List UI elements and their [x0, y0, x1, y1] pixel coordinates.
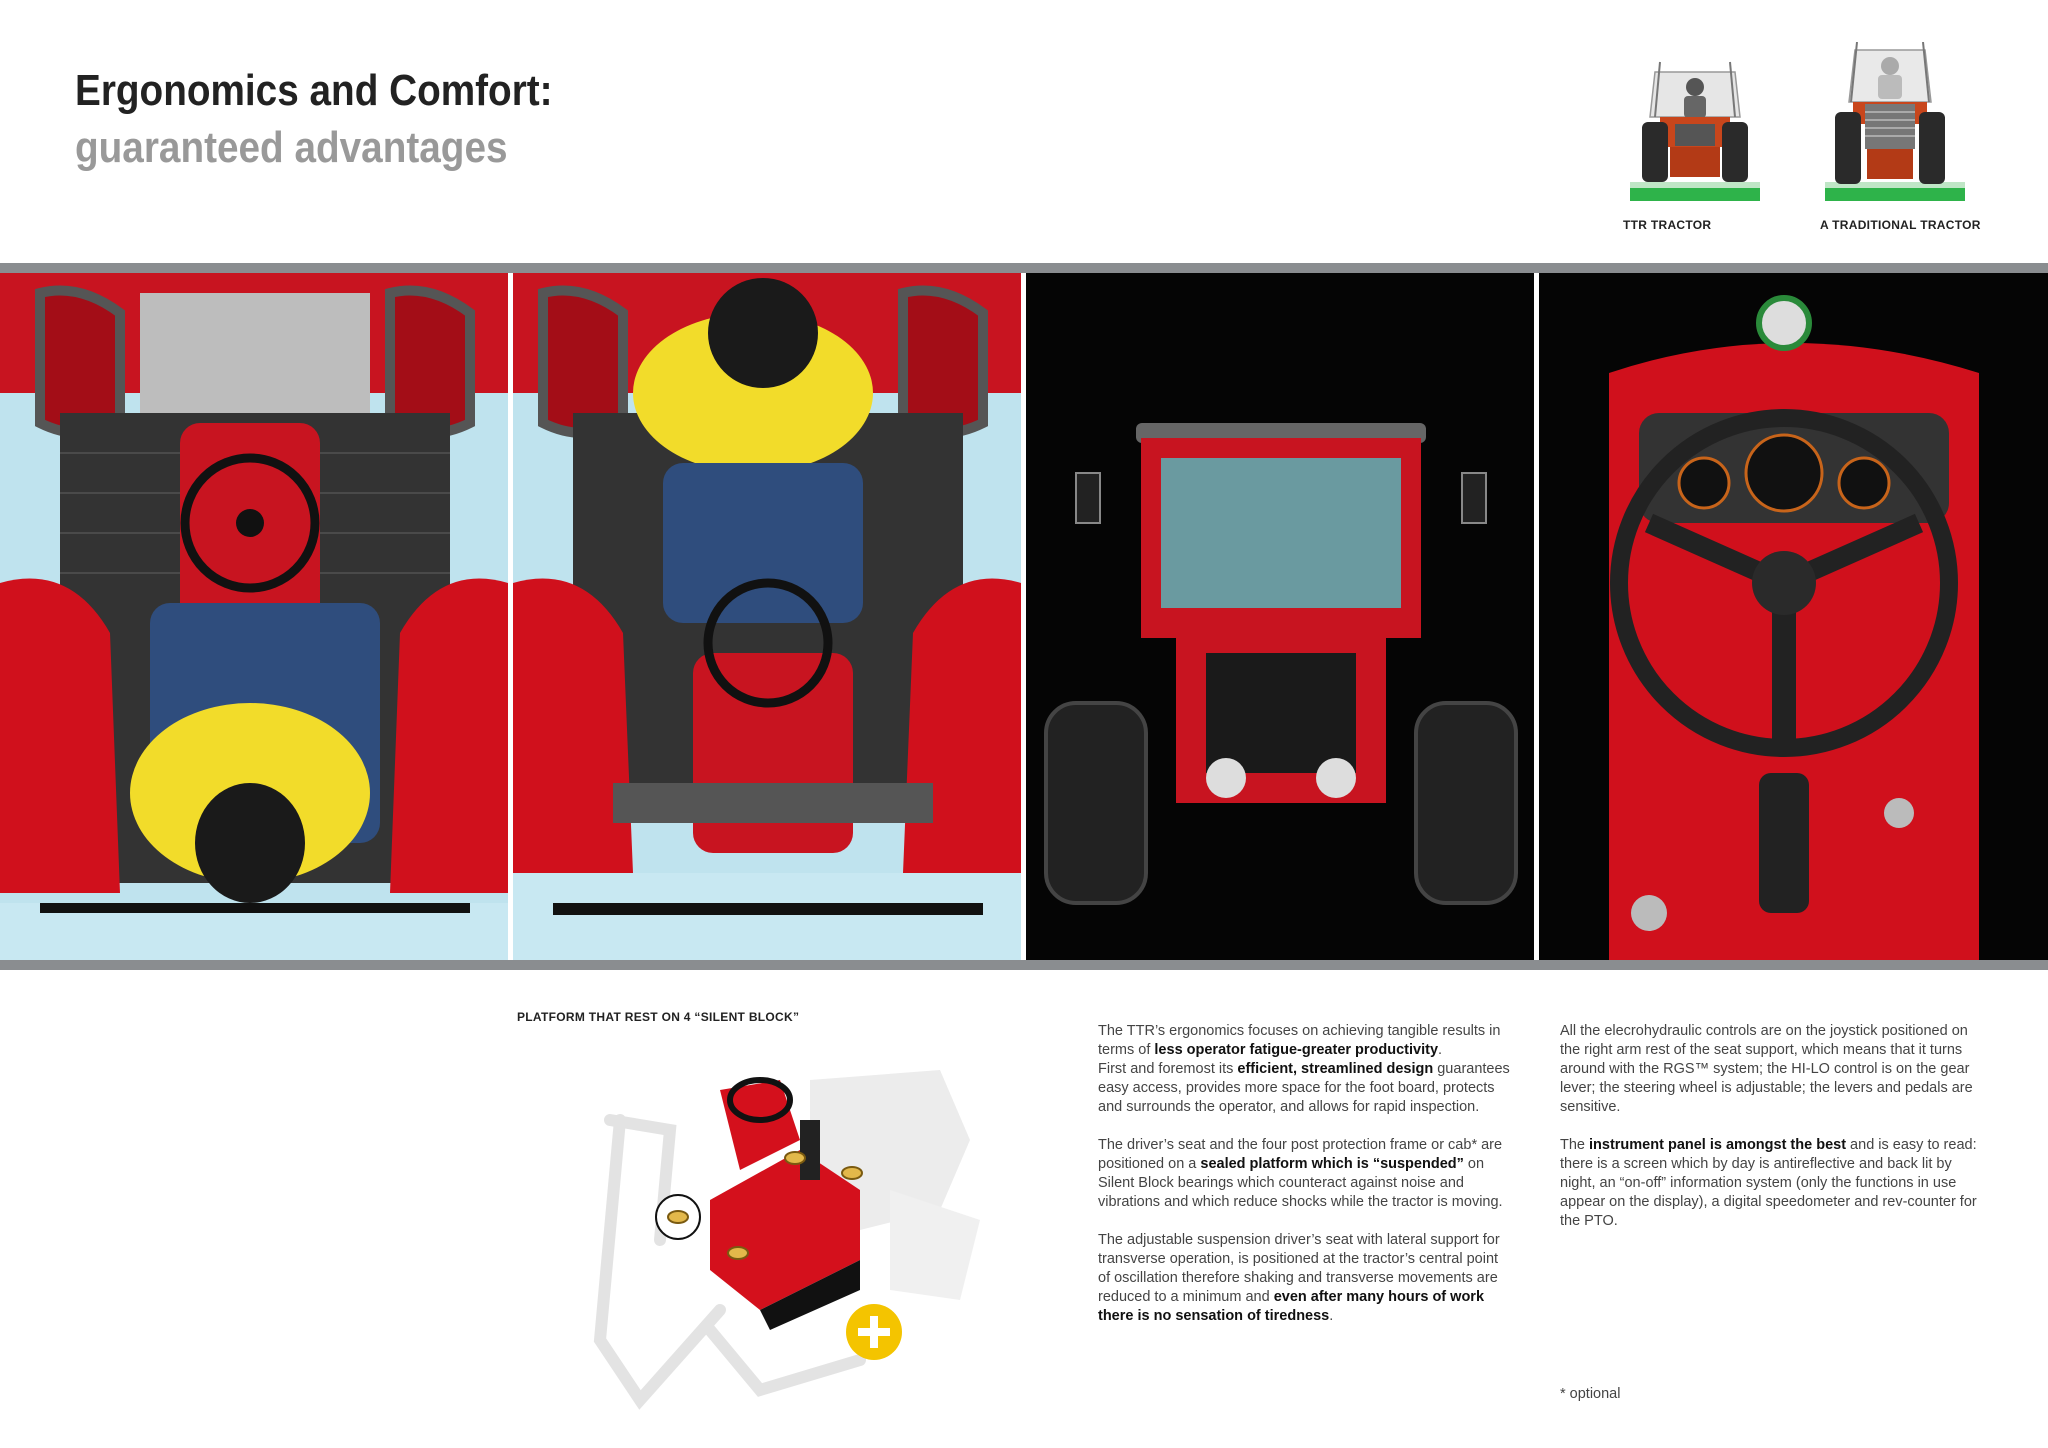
paragraph-instrument-panel: The instrument panel is amongst the best and is easy to read: there is a screen which by day is antireflective and back lit by night, an “on-off” information system (only the functions in use appear on the display), a digital speedometer and rev-counter for the PTO.	[1560, 1137, 1977, 1229]
paragraph-seat: The adjustable suspension driver’s seat with lateral support for transverse operation, is positioned at the tractor’s central point of oscillation therefore shaking and transverse movements are reduced to a minimum and even after many hours of work there is no sensation of tiredness.	[1098, 1232, 1500, 1324]
platform-caption: PLATFORM THAT REST ON 4 “SILENT BLOCK”	[517, 1010, 800, 1024]
body-column-1	[1098, 1022, 1513, 1345]
page-title: Ergonomics and Comfort:	[75, 66, 553, 115]
traditional-tractor-illustration	[1815, 42, 1965, 202]
photo-cab-overhead-reversed	[513, 273, 1021, 960]
photo-strip-top-border	[0, 263, 2048, 273]
photo-strip	[0, 273, 2048, 960]
body-column-2	[1560, 1022, 1980, 1250]
ttr-tractor-label: TTR TRACTOR	[1623, 218, 1712, 232]
page-subtitle: guaranteed advantages	[75, 123, 508, 173]
photo-tractor-front	[1026, 273, 1534, 960]
photo-cab-overhead-forward	[0, 273, 508, 960]
plus-icon	[846, 1304, 902, 1360]
silent-block-platform-diagram	[560, 1060, 1000, 1420]
ttr-tractor-illustration	[1620, 42, 1770, 202]
title-block	[75, 62, 618, 176]
paragraph-controls: All the elecrohydraulic controls are on the joystick positioned on the right arm rest of the seat support, which means that it turns around with the RGS™ system; the HI-LO control is on the gear lever; the steering wheel is adjustable; the levers and pedals are sensitive.	[1560, 1023, 1973, 1115]
footnote: * optional	[1560, 1386, 1621, 1402]
paragraph-platform: The driver’s seat and the four post protection frame or cab* are positioned on a sealed platform which is “suspended” on Silent Block bearings which counteract against noise and vibrations and which reduce shocks while the tractor is moving.	[1098, 1137, 1503, 1210]
photo-strip-bottom-border	[0, 960, 2048, 970]
traditional-tractor-label: A TRADITIONAL TRACTOR	[1820, 218, 1981, 232]
paragraph-ergonomics: The TTR’s ergonomics focuses on achieving tangible results in terms of less operator fatigue-greater productivity. First and foremost its efficient, streamlined design guarantees easy access, provides more space for the foot board, protects and surrounds the operator, and allows for rapid inspection.	[1098, 1023, 1510, 1115]
photo-dashboard	[1539, 273, 2048, 960]
